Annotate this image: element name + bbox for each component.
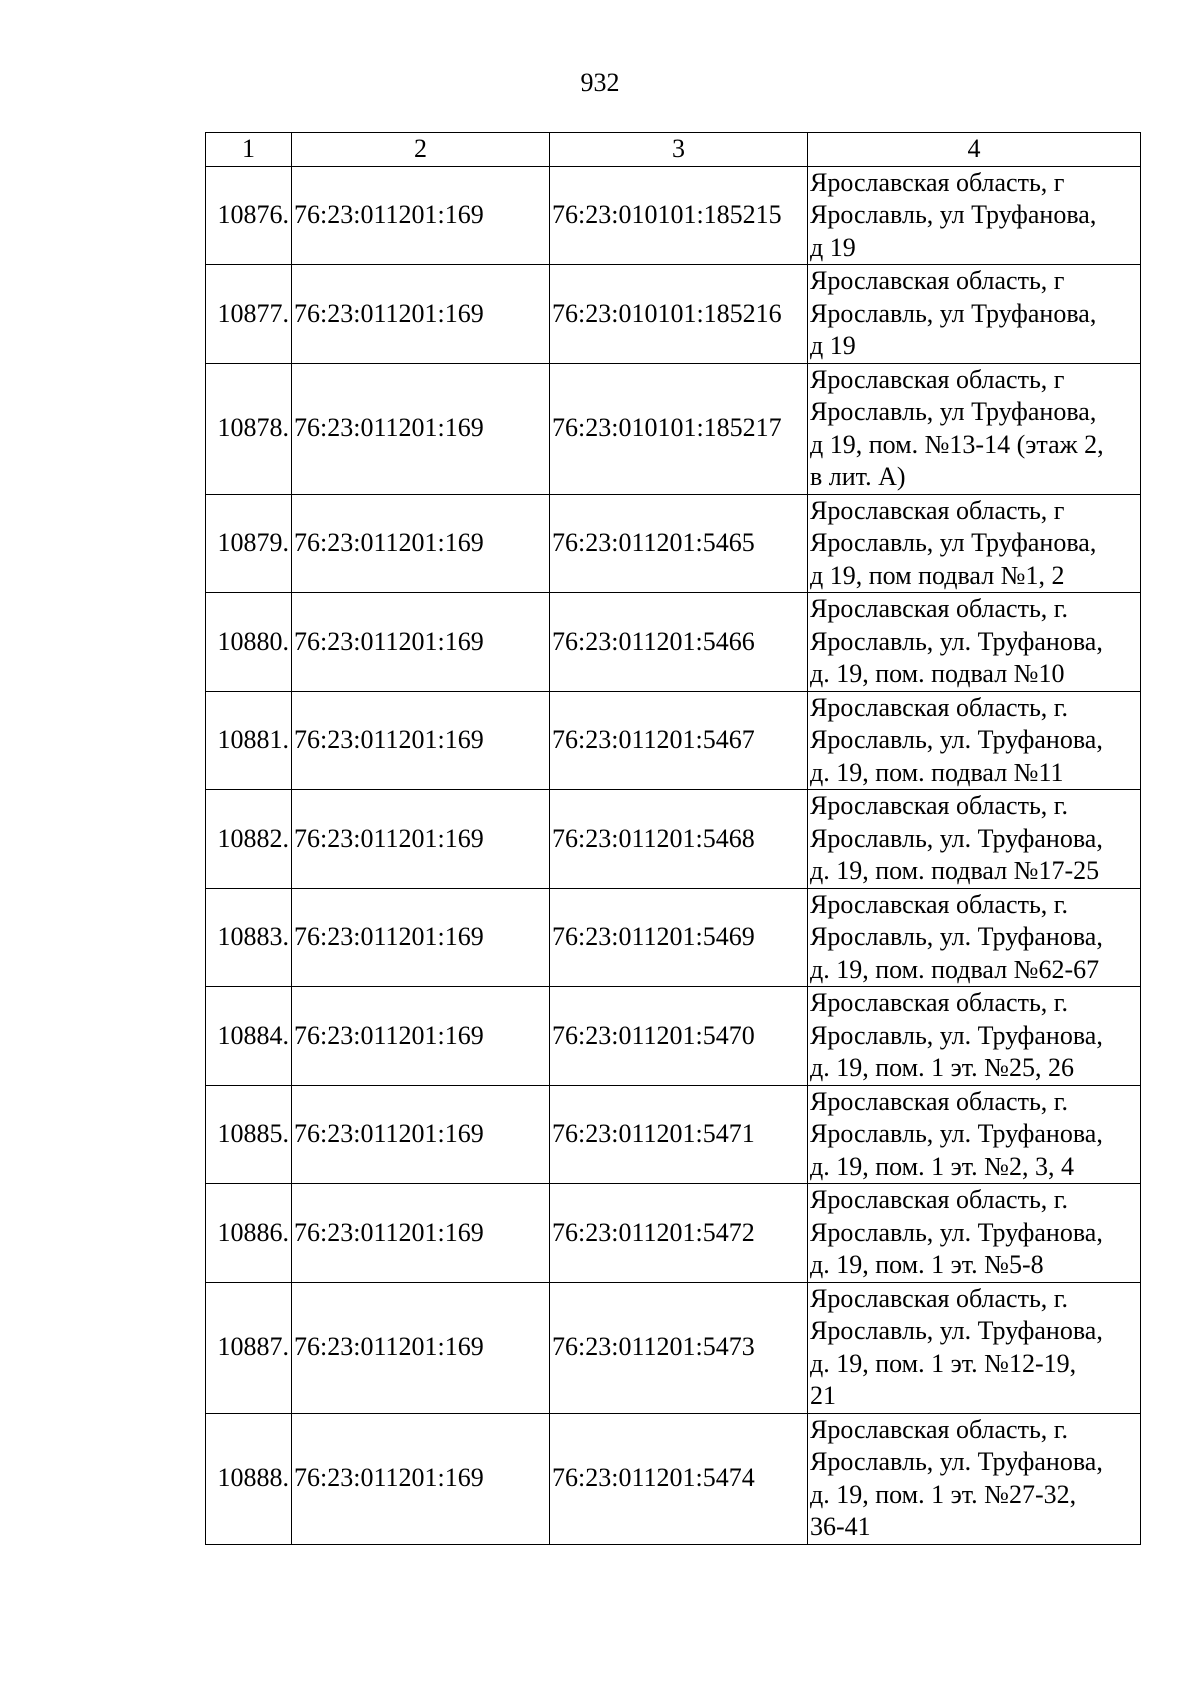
address-line: Ярославская область, г.: [810, 791, 1069, 820]
address-cell: [808, 593, 1141, 692]
address-line: д. 19, пом. подвал №10: [810, 659, 1065, 688]
row-number-cell: 10880.: [206, 593, 292, 692]
page-number: 932: [580, 68, 620, 97]
parcel-number-cell: 76:23:011201:169: [292, 1184, 550, 1283]
table-row: [206, 265, 1141, 364]
parcel-number-cell: 76:23:011201:169: [292, 166, 550, 265]
address-line: Ярославль, ул Труфанова,: [810, 397, 1097, 426]
address-line: Ярославская область, г: [810, 266, 1065, 295]
address-line: в лит. А): [810, 462, 906, 491]
address-cell: [808, 888, 1141, 987]
address-cell: [808, 987, 1141, 1086]
address-cell: [808, 363, 1141, 494]
object-number-cell: 76:23:011201:5473: [550, 1282, 808, 1413]
object-number-cell: 76:23:011201:5471: [550, 1085, 808, 1184]
address-line: Ярославская область, г: [810, 364, 1065, 394]
address-line: Ярославская область, г: [810, 495, 1065, 525]
address-line: Ярославская область, г.: [810, 1086, 1069, 1116]
table-row: [206, 888, 1141, 987]
table-row: [206, 1085, 1141, 1184]
address-line: Ярославль, ул. Труфанова,: [810, 922, 1103, 951]
column-header-2: 2: [292, 133, 550, 167]
table-row: [206, 1413, 1141, 1544]
column-header-4: 4: [808, 133, 1141, 167]
registry-table: [205, 132, 1141, 1545]
address-line: д. 19, пом. 1 эт. №25, 26: [810, 1053, 1074, 1082]
row-number-cell: 10879.: [206, 494, 292, 593]
address-line: Ярославль, ул. Труфанова,: [810, 1217, 1103, 1247]
address-line: Ярославль, ул. Труфанова,: [810, 1020, 1103, 1050]
address-line: д 19, пом подвал №1, 2: [810, 560, 1065, 590]
address-line: Ярославская область, г: [810, 167, 1065, 197]
row-number-cell: 10888.: [206, 1413, 292, 1544]
row-number-cell: 10877.: [206, 265, 292, 364]
address-line: д 19: [810, 232, 856, 262]
address-line: Ярославская область, г.: [810, 1283, 1069, 1313]
table-row: [206, 691, 1141, 790]
parcel-number-cell: 76:23:011201:169: [292, 1085, 550, 1184]
row-number-cell: 10883.: [206, 888, 292, 987]
table-row: [206, 790, 1141, 889]
object-number-cell: 76:23:011201:5474: [550, 1413, 808, 1544]
address-line: Ярославль, ул. Труфанова,: [810, 725, 1103, 754]
address-line: д. 19, пом. подвал №62-67: [810, 954, 1100, 984]
address-line: Ярославль, ул. Труфанова,: [810, 1119, 1103, 1148]
parcel-number-cell: 76:23:011201:169: [292, 363, 550, 494]
table-row: [206, 987, 1141, 1086]
row-number-cell: 10887.: [206, 1282, 292, 1413]
address-line: Ярославская область, г.: [810, 1185, 1069, 1214]
row-number-cell: 10876.: [206, 166, 292, 265]
address-cell: [808, 1085, 1141, 1184]
object-number-cell: 76:23:011201:5467: [550, 691, 808, 790]
address-cell: [808, 691, 1141, 790]
object-number-cell: 76:23:011201:5469: [550, 888, 808, 987]
object-number-cell: 76:23:010101:185217: [550, 363, 808, 494]
address-line: д. 19, пом. 1 эт. №27-32,: [810, 1479, 1077, 1509]
row-number-cell: 10878.: [206, 363, 292, 494]
row-number-cell: 10886.: [206, 1184, 292, 1283]
row-number-cell: 10885.: [206, 1085, 292, 1184]
parcel-number-cell: 76:23:011201:169: [292, 987, 550, 1086]
table-row: [206, 494, 1141, 593]
parcel-number-cell: 76:23:011201:169: [292, 888, 550, 987]
address-line: Ярославль, ул. Труфанова,: [810, 1316, 1103, 1345]
column-header-1: 1: [206, 133, 292, 167]
registry-table-body: [206, 133, 1141, 1545]
address-line: Ярославская область, г.: [810, 889, 1069, 919]
object-number-cell: 76:23:011201:5472: [550, 1184, 808, 1283]
address-line: д. 19, пом. 1 эт. №12-19,: [810, 1348, 1077, 1378]
address-line: Ярославль, ул Труфанова,: [810, 200, 1097, 229]
address-line: д. 19, пом. подвал №11: [810, 757, 1064, 787]
address-line: д. 19, пом. 1 эт. №5-8: [810, 1250, 1044, 1279]
address-cell: [808, 166, 1141, 265]
object-number-cell: 76:23:011201:5470: [550, 987, 808, 1086]
parcel-number-cell: 76:23:011201:169: [292, 1282, 550, 1413]
address-line: д. 19, пом. 1 эт. №2, 3, 4: [810, 1151, 1074, 1181]
object-number-cell: 76:23:011201:5468: [550, 790, 808, 889]
address-line: Ярославль, ул Труфанова,: [810, 298, 1097, 328]
address-line: д 19, пом. №13-14 (этаж 2,: [810, 429, 1104, 459]
address-line: Ярославская область, г.: [810, 1414, 1069, 1444]
address-cell: [808, 494, 1141, 593]
address-line: Ярославль, ул. Труфанова,: [810, 626, 1103, 656]
address-cell: [808, 790, 1141, 889]
column-header-3: 3: [550, 133, 808, 167]
parcel-number-cell: 76:23:011201:169: [292, 790, 550, 889]
parcel-number-cell: 76:23:011201:169: [292, 1413, 550, 1544]
address-line: Ярославль, ул. Труфанова,: [810, 823, 1103, 853]
address-line: 36-41: [810, 1512, 871, 1541]
parcel-number-cell: 76:23:011201:169: [292, 494, 550, 593]
object-number-cell: 76:23:011201:5466: [550, 593, 808, 692]
table-row: [206, 363, 1141, 494]
address-cell: [808, 1184, 1141, 1283]
row-number-cell: 10884.: [206, 987, 292, 1086]
parcel-number-cell: 76:23:011201:169: [292, 265, 550, 364]
address-line: Ярославль, ул. Труфанова,: [810, 1447, 1103, 1476]
address-cell: [808, 265, 1141, 364]
address-line: д. 19, пом. подвал №17-25: [810, 856, 1100, 885]
address-line: Ярославль, ул Труфанова,: [810, 528, 1097, 557]
address-line: Ярославская область, г.: [810, 594, 1069, 623]
object-number-cell: 76:23:011201:5465: [550, 494, 808, 593]
address-cell: [808, 1282, 1141, 1413]
address-line: Ярославская область, г.: [810, 692, 1069, 722]
table-row: [206, 593, 1141, 692]
parcel-number-cell: 76:23:011201:169: [292, 691, 550, 790]
address-line: д 19: [810, 331, 856, 360]
row-number-cell: 10881.: [206, 691, 292, 790]
table-row: [206, 1184, 1141, 1283]
table-header-row: [206, 133, 1141, 167]
object-number-cell: 76:23:010101:185215: [550, 166, 808, 265]
address-line: Ярославская область, г.: [810, 988, 1069, 1017]
object-number-cell: 76:23:010101:185216: [550, 265, 808, 364]
address-line: 21: [810, 1381, 836, 1410]
table-row: [206, 166, 1141, 265]
table-row: [206, 1282, 1141, 1413]
row-number-cell: 10882.: [206, 790, 292, 889]
address-cell: [808, 1413, 1141, 1544]
parcel-number-cell: 76:23:011201:169: [292, 593, 550, 692]
